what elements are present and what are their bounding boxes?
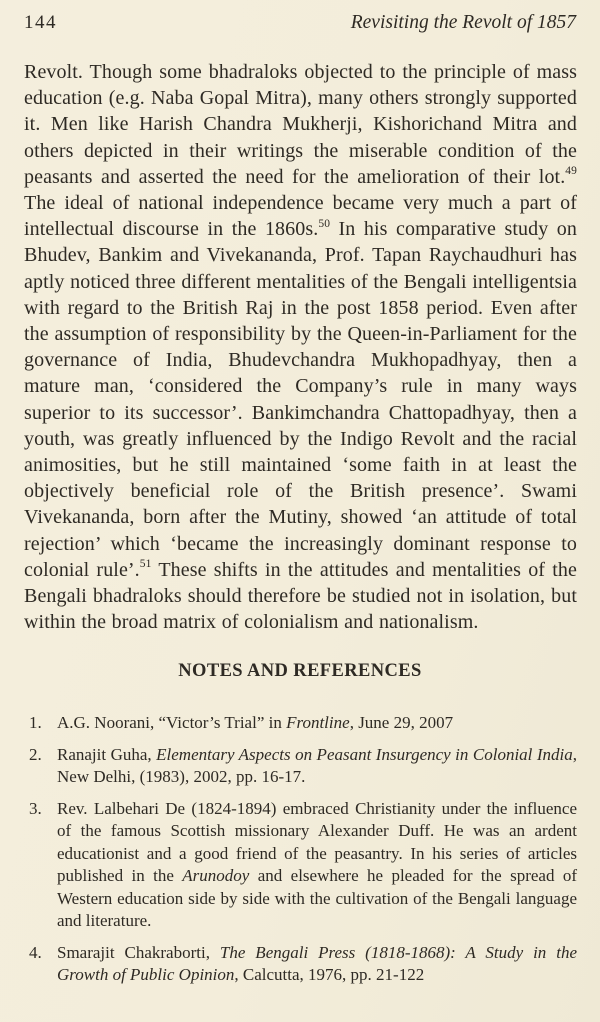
note-number: 4. <box>29 942 42 962</box>
notes-heading: NOTES AND REFERENCES <box>178 661 422 682</box>
note-item <box>29 712 577 735</box>
page-header <box>0 0 600 34</box>
note-number: 1. <box>29 713 42 733</box>
note-text: Rev. Lalbehari De (1824-1894) embraced Christianity under the influence of the famous Scottish missionary Alexander Duff. He was an ardent educationist and a good friend of the peasantry. In his series of articles published in the Arunodoy and elsewhere he pleaded for the spread of Western education side by side with the cultivation of the Bengali language and literature. <box>57 798 577 931</box>
page-number: 144 <box>24 12 57 33</box>
note-item <box>29 942 577 987</box>
running-title: Revisiting the Revolt of 1857 <box>350 12 576 33</box>
note-number: 2. <box>29 744 42 764</box>
note-text: Smarajit Chakraborti, The Bengali Press (1818-1868): A Study in the Growth of Public Opinion, Calcutta, 1976, pp. 21-122 <box>57 942 577 985</box>
notes-list <box>29 712 577 987</box>
note-text: A.G. Noorani, “Victor’s Trial” in Frontline, June 29, 2007 <box>57 713 454 733</box>
note-number: 3. <box>29 798 42 818</box>
note-text: Ranajit Guha, Elementary Aspects on Peasant Insurgency in Colonial India, New Delhi, (1983), 2002, pp. 16-17. <box>57 744 578 787</box>
body-paragraph: Revolt. Though some bhadraloks objected to the principle of mass education (e.g. Naba Gopal Mitra), many others strongly supported it. Men like Harish Chandra Mukherji, Kishorichand Mitra and others depicted in their writings the miserable condition of the peasants and asserted the need for the amelioration of their lot.$^{49}$ The ideal of national independence became very much a part of intellectual discourse in the 1860s.$^{50}$ In his comparative study on Bhudev, Bankim and Vivekananda, Prof. Tapan Raychaudhuri has aptly noticed three different mentalities of the Bengali intelligentsia with regard to the British Raj in the post 1858 period. Even after the assumption of responsibility by the Queen-in-Parliament for the governance of India, Bhudevchandra Mukhopadhyay, then a mature man, ‘considered the Company’s rule in many ways superior to its successor’. Bankimchandra Chattopadhyay, then a youth, was greatly influenced by the Indigo Revolt and the racial animosities, but he still maintained ‘some faith in at least the objectively beneficial role of the British presence’. Swami Vivekananda, born after the Mutiny, showed ‘an attitude of total rejection’ which ‘became the increasingly dominant response to colonial rule’.$^{51}$ These shifts in the attitudes and mentalities of the Bengali bhadraloks should therefore be studied not in isolation, but within the broad matrix of colonialism and nationalism. <box>24 61 577 634</box>
note-item <box>29 798 577 933</box>
note-item <box>29 744 577 789</box>
